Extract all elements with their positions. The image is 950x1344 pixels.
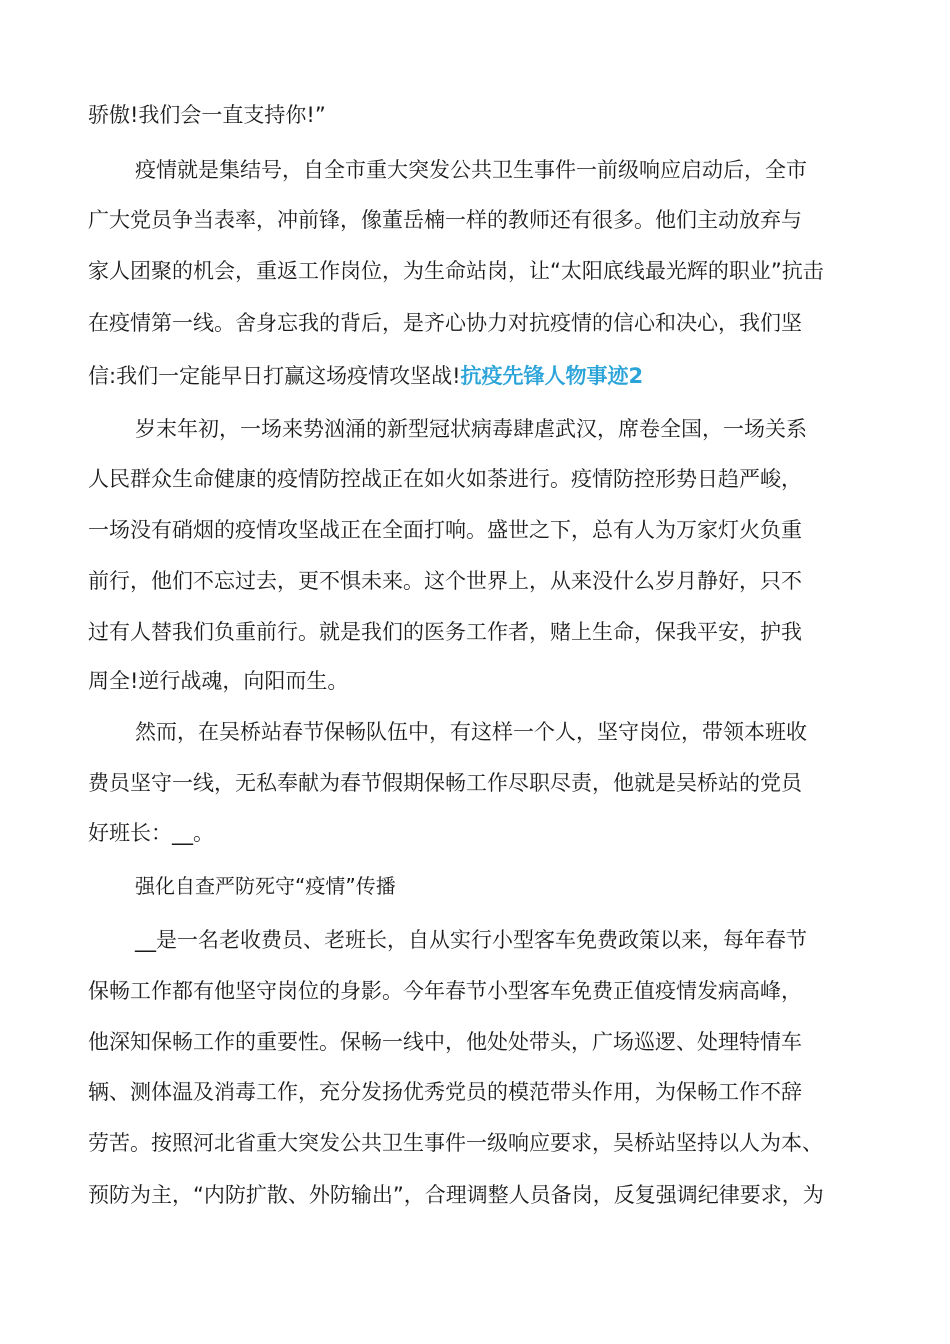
paragraph-line: 一场没有硝烟的疫情攻坚战正在全面打响。盛世之下，总有人为万家灯火负重 [88,518,802,542]
paragraph-line: 家人团聚的机会，重返工作岗位，为生命站岗，让“太阳底线最光辉的职业”抗击 [88,259,824,283]
paragraph-line: 他深知保畅工作的重要性。保畅一线中，他处处带头，广场巡逻、处理特情车 [88,1030,802,1054]
paragraph-line: 劳苦。按照河北省重大突发公共卫生事件一级响应要求，吴桥站坚持以人为本、 [88,1131,823,1155]
paragraph-line: 保畅工作都有他坚守岗位的身影。今年春节小型客车免费正值疫情发病高峰， [88,979,802,1003]
paragraph-text: 信:我们一定能早日打赢这场疫情攻坚战! [88,364,461,388]
paragraph-line: 在疫情第一线。舍身忘我的背后，是齐心协力对抗疫情的信心和决心，我们坚 [88,311,802,335]
paragraph-line: 预防为主，“内防扩散、外防输出”，合理调整人员备岗，反复强调纪律要求，为 [88,1183,824,1207]
paragraph-line: 骄傲!我们会一直支持你!” [88,103,326,127]
paragraph-line: 然而，在吴桥站春节保畅队伍中，有这样一个人，坚守岗位，带领本班收 [135,720,807,744]
paragraph-line: 周全!逆行战魂，向阳而生。 [88,669,349,693]
paragraph-line: __是一名老收费员、老班长，自从实行小型客车免费政策以来，每年春节 [135,928,807,952]
paragraph-line: 辆、测体温及消毒工作，充分发扬优秀党员的模范带头作用，为保畅工作不辞 [88,1080,802,1104]
paragraph-line: 人民群众生命健康的疫情防控战正在如火如荼进行。疫情防控形势日趋严峻， [88,467,802,491]
paragraph-line: 疫情就是集结号，自全市重大突发公共卫生事件一前级响应启动后，全市 [135,158,807,182]
subheading: 强化自查严防死守“疫情”传播 [135,874,396,898]
paragraph-line: 费员坚守一线，无私奉献为春节假期保畅工作尽职尽责，他就是吴桥站的党员 [88,771,802,795]
paragraph-line: 过有人替我们负重前行。就是我们的医务工作者，赌上生命，保我平安，护我 [88,620,802,644]
paragraph-line: 广大党员争当表率，冲前锋，像董岳楠一样的教师还有很多。他们主动放弃与 [88,208,802,232]
paragraph-line: 前行，他们不忘过去，更不惧未来。这个世界上，从来没什么岁月静好，只不 [88,569,802,593]
section-heading-link[interactable]: 抗疫先锋人物事迹2 [460,364,644,388]
paragraph-line: 好班长：__。 [88,821,214,845]
paragraph-line: 岁末年初，一场来势汹涌的新型冠状病毒肆虐武汉，席卷全国，一场关系 [135,417,807,441]
paragraph-line [88,361,643,391]
